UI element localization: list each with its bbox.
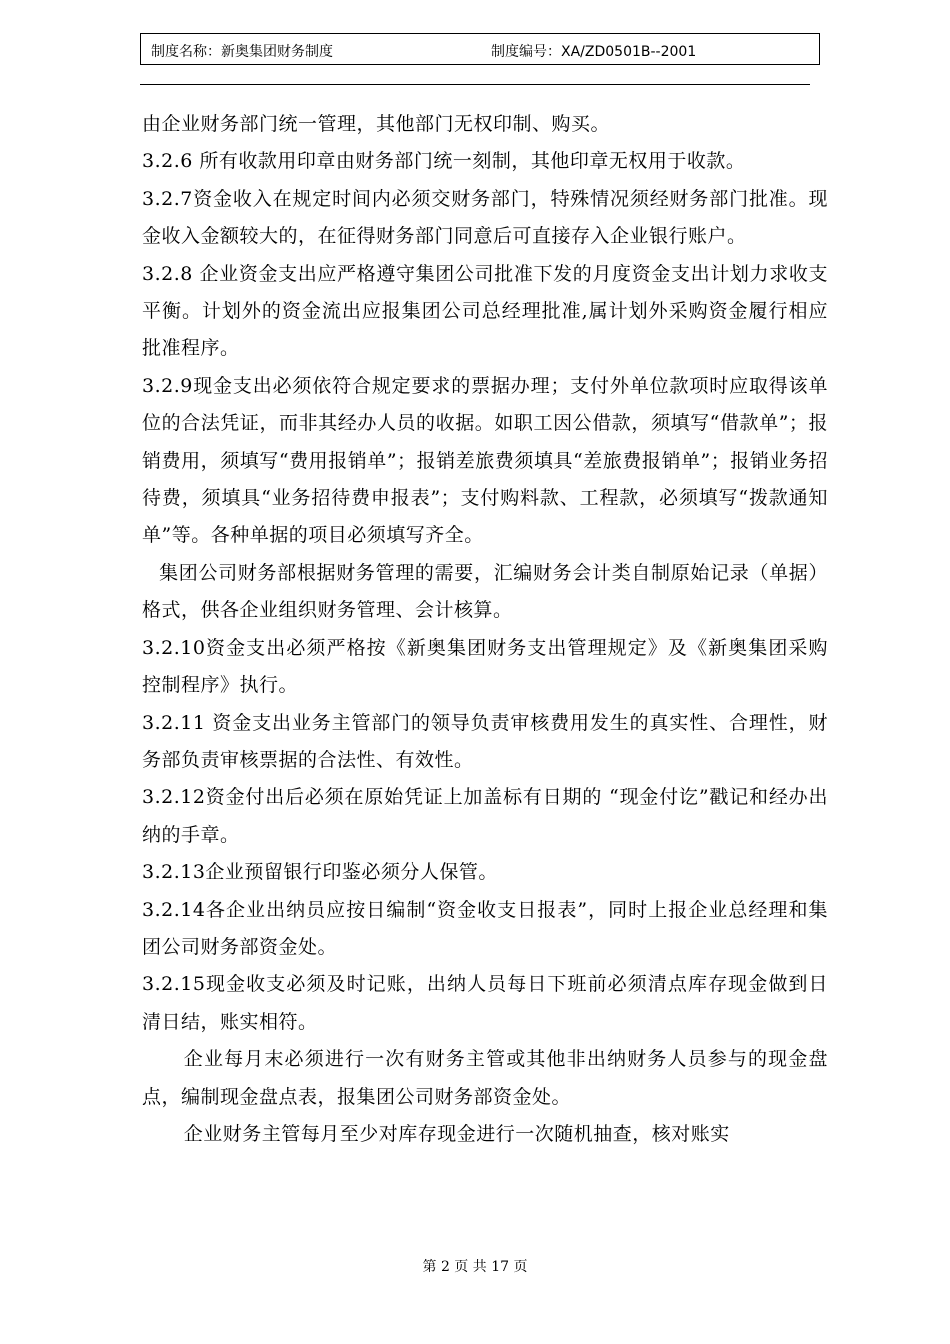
paragraph: 企业财务主管每月至少对库存现金进行一次随机抽查，核对账实: [183, 1122, 730, 1145]
paragraph: 3.2.14各企业出纳员应按日编制“资金收支日报表”，同时上报企业总经理和集团公司财务部资金处。: [142, 898, 828, 958]
paragraph: 3.2.6 所有收款用印章由财务部门统一刻制，其他印章无权用于收款。: [142, 150, 746, 173]
paragraph: 由企业财务部门统一管理，其他部门无权印制、购买。: [142, 113, 611, 135]
document-header: [140, 33, 820, 65]
regulation-code: 制度编号：XA/ZD0501B--2001: [491, 44, 697, 60]
paragraph: 集团公司财务部根据财务管理的需要，汇编财务会计类自制原始记录（单据）格式，供各企业组织财务管理、会计核算。: [142, 561, 828, 622]
paragraph: 3.2.8 企业资金支出应严格遵守集团公司批准下发的月度资金支出计划力求收支平衡。计划外的资金流出应报集团公司总经理批准,属计划外采购资金履行相应批准程序。: [142, 262, 828, 360]
paragraph: 3.2.7资金收入在规定时间内必须交财务部门，特殊情况须经财务部门批准。现金收入金额较大的，在征得财务部门同意后可直接存入企业银行账户。: [142, 187, 828, 248]
paragraph: 3.2.13企业预留银行印鉴必须分人保管。: [142, 861, 498, 884]
paragraph: 企业每月末必须进行一次有财务主管或其他非出纳财务人员参与的现金盘点，编制现金盘点表，报集团公司财务部资金处。: [142, 1048, 828, 1108]
paragraph: 3.2.9现金支出必须依符合规定要求的票据办理；支付外单位款项时应取得该单位的合法凭证，而非其经办人员的收据。如职工因公借款，须填写“借款单”；报销费用，须填写“费用报销单”；报销差旅费须填具“差旅费报销单”；报销业务招待费，须填具“业务招待费申报表”；支付购料款、工程款，必须填写“拨款通知单”等。各种单据的项目必须填写齐全。: [142, 374, 828, 547]
document-body: [142, 106, 828, 1153]
paragraph: 3.2.10资金支出必须严格按《新奥集团财务支出管理规定》及《新奥集团采购控制程序》执行。: [142, 636, 828, 697]
regulation-name: 制度名称：新奥集团财务制度: [151, 44, 333, 60]
page-number: 第 2 页 共 17 页: [422, 1259, 528, 1275]
paragraph: 3.2.12资金付出后必须在原始凭证上加盖标有日期的 “现金付讫”戳记和经办出纳的手章。: [142, 786, 828, 846]
header-divider: [140, 84, 810, 85]
paragraph: 3.2.11 资金支出业务主管部门的领导负责审核费用发生的真实性、合理性，财务部负责审核票据的合法性、有效性。: [142, 711, 828, 771]
paragraph: 3.2.15现金收支必须及时记账，出纳人员每日下班前必须清点库存现金做到日清日结，账实相符。: [142, 973, 828, 1033]
